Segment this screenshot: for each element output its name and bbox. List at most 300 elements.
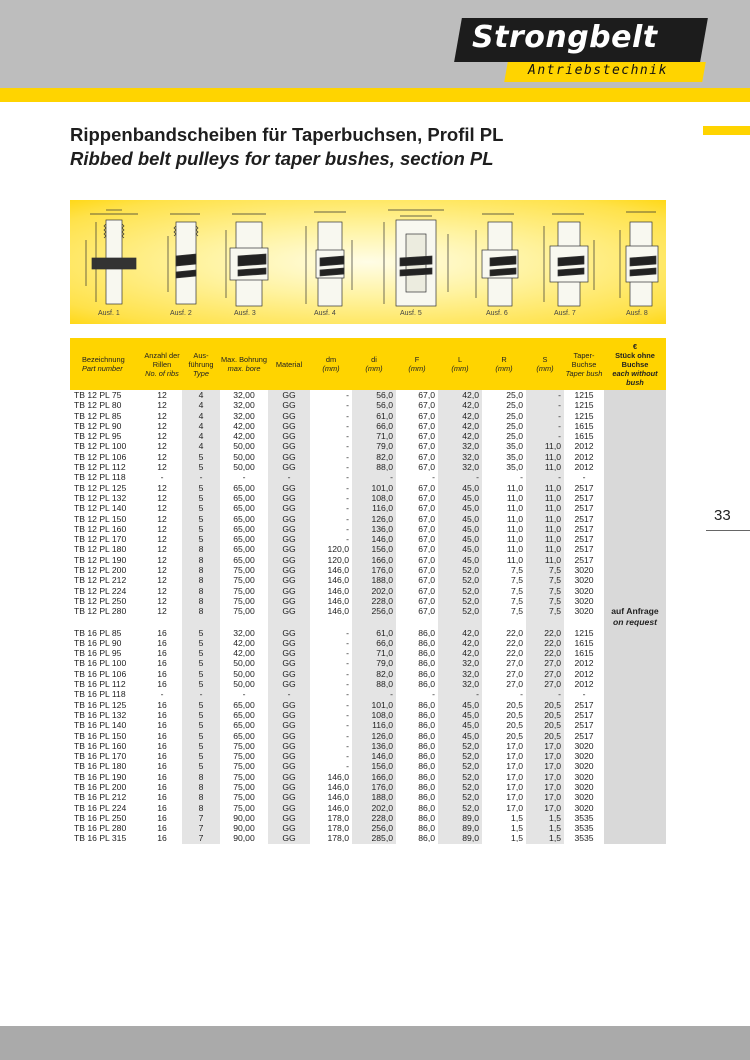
table-cell: 17,0 [506, 792, 523, 803]
table-cell: GG [268, 700, 310, 710]
part-number-cell: TB 16 PL 200 [74, 781, 127, 792]
table-cell: 12 [157, 400, 167, 411]
part-number-cell: TB 16 PL 132 [74, 709, 127, 720]
table-row [70, 514, 666, 524]
table-cell: 12 [157, 575, 167, 586]
table-cell: 32,00 [233, 390, 255, 400]
table-cell: GG [268, 792, 310, 802]
table-cell: 11,0 [506, 554, 523, 565]
table-cell: 65,00 [233, 730, 255, 741]
table-cell: 75,00 [233, 771, 255, 782]
table-cell: GG [268, 731, 310, 741]
table-cell: 45,0 [438, 493, 482, 503]
table-cell: 2517 [574, 534, 594, 545]
table-cell: 67,0 [418, 513, 435, 524]
table-row [70, 700, 666, 710]
table-cell: GG [268, 390, 310, 400]
table-cell: 20,5 [526, 731, 564, 741]
table-cell: 20,5 [506, 720, 523, 731]
drawing-type-1 [86, 210, 138, 304]
separator-cell [396, 617, 438, 628]
table-cell: 75,00 [233, 575, 255, 586]
table-cell: GG [268, 648, 310, 658]
table-cell: 2012 [574, 451, 594, 462]
table-cell: 86,0 [418, 627, 435, 638]
part-number-cell: TB 12 PL 132 [74, 492, 127, 503]
drawing-type-8 [620, 212, 658, 306]
table-cell: - [160, 689, 164, 700]
drawing-type-7 [544, 214, 594, 306]
table-cell: 42,00 [233, 420, 255, 431]
table-cell: GG [268, 761, 310, 771]
table-cell: 2012 [574, 679, 594, 690]
table-cell: 285,0 [352, 833, 396, 843]
table-cell: 11,0 [506, 482, 523, 493]
table-cell: GG [268, 803, 310, 813]
table-cell: 32,00 [233, 400, 255, 411]
table-cell: 67,0 [418, 400, 435, 411]
table-row [70, 596, 666, 606]
table-cell: - [582, 689, 586, 700]
part-number-cell: TB 12 PL 190 [74, 554, 127, 565]
table-row [70, 565, 666, 575]
table-cell: 228,0 [352, 596, 396, 606]
table-cell: 89,0 [438, 813, 482, 823]
part-number-cell: TB 16 PL 150 [74, 730, 127, 741]
table-cell: 3535 [574, 823, 594, 834]
table-cell: 45,0 [438, 534, 482, 544]
table-cell: 116,0 [352, 503, 396, 513]
table-cell: 1215 [574, 627, 594, 638]
table-cell: GG [268, 514, 310, 524]
table-cell: 11,0 [506, 503, 523, 514]
table-cell: 12 [157, 503, 167, 514]
table-cell: 52,0 [438, 803, 482, 813]
drawing-label: Ausf. 5 [400, 310, 422, 317]
table-row [70, 544, 666, 554]
table-cell: 5 [182, 462, 220, 472]
table-cell: 12 [157, 451, 167, 462]
separator-cell [70, 617, 142, 628]
table-cell: 35,0 [506, 451, 523, 462]
table-cell: 178,0 [327, 833, 349, 844]
table-cell: 2517 [574, 544, 594, 555]
table-cell: GG [268, 586, 310, 596]
table-cell: 5 [182, 658, 220, 668]
table-cell: 86,0 [418, 648, 435, 659]
table-cell: 8 [182, 792, 220, 802]
table-cell: GG [268, 462, 310, 472]
drawing-type-6 [476, 214, 518, 306]
table-cell: 7 [182, 823, 220, 833]
table-cell: 65,00 [233, 513, 255, 524]
table-cell: 52,0 [438, 606, 482, 616]
table-cell: 25,0 [506, 400, 523, 411]
part-number-cell: TB 16 PL 140 [74, 720, 127, 731]
table-cell: 86,0 [418, 781, 435, 792]
table-cell: - [526, 689, 564, 699]
table-row [70, 400, 666, 410]
table-cell: 2012 [574, 668, 594, 679]
table-cell: 7,5 [511, 565, 523, 576]
drawing-label: Ausf. 8 [626, 310, 648, 317]
table-cell: 1615 [574, 648, 594, 659]
drawing-label: Ausf. 7 [554, 310, 576, 317]
table-cell: 5 [182, 534, 220, 544]
table-cell: 2012 [574, 658, 594, 669]
table-cell: 86,0 [418, 679, 435, 690]
table-cell: 67,0 [418, 451, 435, 462]
table-cell: 12 [157, 462, 167, 473]
table-cell: 42,0 [438, 400, 482, 410]
table-cell: 11,0 [526, 514, 564, 524]
table-cell: 75,00 [233, 761, 255, 772]
table-cell: 52,0 [438, 792, 482, 802]
page-number-rule [706, 530, 750, 531]
table-cell: 3020 [574, 565, 594, 576]
table-row [70, 472, 666, 482]
table-cell: 146,0 [327, 606, 349, 617]
table-cell: 156,0 [352, 544, 396, 554]
table-cell: 86,0 [418, 823, 435, 834]
table-cell: - [346, 513, 349, 524]
table-row [70, 421, 666, 431]
table-cell: 3020 [574, 740, 594, 751]
table-cell: 2517 [574, 720, 594, 731]
table-cell: 16 [157, 720, 167, 731]
page-number: 33 [714, 507, 731, 524]
table-cell: 5 [182, 700, 220, 710]
table-cell: 17,0 [506, 771, 523, 782]
table-cell: 11,0 [506, 534, 523, 545]
table-row [70, 792, 666, 802]
table-cell: 2517 [574, 513, 594, 524]
table-cell: 45,0 [438, 483, 482, 493]
drawing-type-4 [306, 212, 352, 306]
table-cell: 12 [157, 565, 167, 576]
table-cell: 25,0 [506, 420, 523, 431]
table-cell: 52,0 [438, 761, 482, 771]
table-cell: 65,00 [233, 523, 255, 534]
table-cell: 3020 [574, 585, 594, 596]
table-cell: 17,0 [526, 772, 564, 782]
table-row [70, 441, 666, 451]
table-cell: - [182, 472, 220, 482]
table-cell: 50,00 [233, 451, 255, 462]
table-cell: 16 [157, 771, 167, 782]
table-cell: 16 [157, 637, 167, 648]
table-cell: 7,5 [526, 596, 564, 606]
part-number-cell: TB 12 PL 140 [74, 503, 127, 514]
table-row [70, 689, 666, 699]
table-cell: 101,0 [352, 700, 396, 710]
table-cell: 188,0 [352, 575, 396, 585]
table-cell: 27,0 [526, 679, 564, 689]
table-cell: - [520, 689, 523, 700]
table-cell: 146,0 [327, 771, 349, 782]
table-cell: GG [268, 782, 310, 792]
table-cell: - [346, 420, 349, 431]
table-cell: 4 [182, 390, 220, 400]
table-cell: 52,0 [438, 741, 482, 751]
table-cell: 4 [182, 421, 220, 431]
table-cell: - [346, 482, 349, 493]
table-cell: 3020 [574, 781, 594, 792]
table-cell: GG [268, 483, 310, 493]
table-cell: 228,0 [352, 813, 396, 823]
table-cell: - [346, 523, 349, 534]
table-cell: 52,0 [438, 596, 482, 606]
table-cell: GG [268, 813, 310, 823]
table-cell: 16 [157, 802, 167, 813]
table-cell: 86,0 [418, 751, 435, 762]
table-cell: - [346, 390, 349, 400]
table-cell: 12 [157, 390, 167, 400]
table-cell: 8 [182, 596, 220, 606]
table-cell: 8 [182, 555, 220, 565]
table-cell: 12 [157, 595, 167, 606]
table-cell: - [346, 472, 349, 483]
header-part-number: Bezeichnung Part number [70, 338, 142, 390]
table-row [70, 524, 666, 534]
table-cell: 12 [157, 585, 167, 596]
table-cell: 12 [157, 523, 167, 534]
table-cell: 32,0 [438, 658, 482, 668]
table-cell: 86,0 [418, 720, 435, 731]
table-cell: 66,0 [352, 638, 396, 648]
table-cell: 42,0 [438, 638, 482, 648]
table-cell: 1215 [574, 410, 594, 421]
table-cell: 67,0 [418, 492, 435, 503]
part-number-cell: TB 16 PL 85 [74, 627, 122, 638]
header-r: R (mm) [482, 338, 526, 390]
table-cell: 188,0 [352, 792, 396, 802]
table-cell: 7,5 [511, 575, 523, 586]
side-marker [703, 126, 750, 135]
price-on-request-cell: auf Anfrage on request [604, 390, 666, 844]
table-row [70, 431, 666, 441]
table-cell: 1615 [574, 637, 594, 648]
header-ribs: Anzahl der Rillen No. of ribs [142, 338, 182, 390]
table-cell: 22,0 [526, 648, 564, 658]
table-cell: 8 [182, 565, 220, 575]
table-cell: 75,00 [233, 595, 255, 606]
table-cell: 50,00 [233, 679, 255, 690]
table-cell: GG [268, 658, 310, 668]
table-cell: 45,0 [438, 700, 482, 710]
table-cell: 126,0 [352, 731, 396, 741]
table-cell: 52,0 [438, 565, 482, 575]
part-number-cell: TB 16 PL 170 [74, 751, 127, 762]
table-cell: 45,0 [438, 710, 482, 720]
table-cell: 5 [182, 648, 220, 658]
table-cell: 50,00 [233, 658, 255, 669]
table-cell: - [352, 472, 396, 482]
table-cell: GG [268, 833, 310, 843]
table-cell: - [526, 421, 564, 431]
table-cell: GG [268, 638, 310, 648]
table-cell: 166,0 [352, 555, 396, 565]
table-cell: - [346, 451, 349, 462]
table-cell: 11,0 [526, 452, 564, 462]
table-cell: 136,0 [352, 741, 396, 751]
table-cell: 90,00 [233, 833, 255, 844]
table-cell: - [438, 472, 482, 482]
table-cell: 256,0 [352, 606, 396, 616]
table-cell: GG [268, 751, 310, 761]
table-cell: 32,0 [438, 441, 482, 451]
table-cell: 3535 [574, 812, 594, 823]
part-number-cell: TB 12 PL 125 [74, 482, 127, 493]
table-cell: GG [268, 710, 310, 720]
drawing-label: Ausf. 1 [98, 310, 120, 317]
table-cell: 45,0 [438, 720, 482, 730]
table-cell: 20,5 [506, 730, 523, 741]
table-cell: 3535 [574, 833, 594, 844]
table-cell: - [526, 400, 564, 410]
table-cell: 25,0 [506, 390, 523, 400]
table-cell: 2517 [574, 730, 594, 741]
table-cell: - [438, 689, 482, 699]
table-cell: - [432, 689, 435, 700]
table-row [70, 483, 666, 493]
table-cell: - [346, 751, 349, 762]
part-number-cell: TB 12 PL 160 [74, 523, 127, 534]
table-cell: 7 [182, 813, 220, 823]
table-cell: 2517 [574, 699, 594, 710]
table-cell: 67,0 [418, 554, 435, 565]
table-cell: 202,0 [352, 803, 396, 813]
table-cell: 12 [157, 482, 167, 493]
table-cell: 27,0 [526, 658, 564, 668]
table-cell: 42,0 [438, 421, 482, 431]
table-cell: 3020 [574, 751, 594, 762]
table-row [70, 411, 666, 421]
part-number-cell: TB 12 PL 80 [74, 400, 122, 411]
table-cell: 86,0 [418, 637, 435, 648]
table-cell: - [526, 390, 564, 400]
table-cell: 11,0 [526, 462, 564, 472]
table-cell: 11,0 [526, 441, 564, 451]
table-cell: 42,0 [438, 390, 482, 400]
table-cell: GG [268, 720, 310, 730]
table-cell: GG [268, 441, 310, 451]
table-row [70, 741, 666, 751]
table-cell: 7,5 [511, 585, 523, 596]
table-row [70, 493, 666, 503]
table-cell: 16 [157, 751, 167, 762]
table-cell: 101,0 [352, 483, 396, 493]
table-cell: 56,0 [352, 390, 396, 400]
page-title-english: Ribbed belt pulleys for taper bushes, section PL [70, 148, 494, 169]
table-cell: 86,0 [418, 792, 435, 803]
table-cell: 22,0 [506, 637, 523, 648]
table-cell: 256,0 [352, 823, 396, 833]
table-cell: 1,5 [526, 833, 564, 843]
table-cell: GG [268, 741, 310, 751]
table-cell: - [346, 400, 349, 411]
footer-band [0, 1026, 750, 1060]
part-number-cell: TB 16 PL 100 [74, 658, 127, 669]
table-cell: 16 [157, 833, 167, 844]
part-number-cell: TB 12 PL 106 [74, 451, 127, 462]
table-cell: - [432, 472, 435, 483]
table-cell: 20,5 [526, 720, 564, 730]
part-number-cell: TB 12 PL 95 [74, 431, 122, 442]
table-cell: 1,5 [511, 823, 523, 834]
separator-cell [438, 617, 482, 628]
table-cell: 2517 [574, 503, 594, 514]
table-cell: 27,0 [506, 668, 523, 679]
table-cell: 88,0 [352, 679, 396, 689]
table-cell: 50,00 [233, 441, 255, 452]
table-cell: 52,0 [438, 575, 482, 585]
table-cell: 90,00 [233, 823, 255, 834]
table-cell: 126,0 [352, 514, 396, 524]
table-cell: 11,0 [526, 555, 564, 565]
table-cell: 86,0 [418, 761, 435, 772]
table-cell: 2012 [574, 462, 594, 473]
table-cell: - [526, 411, 564, 421]
table-cell: 146,0 [327, 802, 349, 813]
table-row [70, 833, 666, 843]
header-price: € Stück ohne Buchse each without bush [604, 338, 666, 390]
brand-logo [458, 18, 704, 82]
table-cell: 3020 [574, 792, 594, 803]
table-cell: 16 [157, 730, 167, 741]
table-cell: 65,00 [233, 482, 255, 493]
table-cell: 7,5 [526, 586, 564, 596]
table-cell: 16 [157, 740, 167, 751]
part-number-cell: TB 12 PL 224 [74, 585, 127, 596]
table-cell: 11,0 [506, 513, 523, 524]
table-cell: 42,0 [438, 628, 482, 638]
table-cell: 16 [157, 658, 167, 669]
table-row [70, 534, 666, 544]
part-number-cell: TB 12 PL 150 [74, 513, 127, 524]
table-cell: - [346, 492, 349, 503]
table-cell: 16 [157, 668, 167, 679]
separator-cell [482, 617, 526, 628]
table-cell: GG [268, 524, 310, 534]
table-cell: GG [268, 555, 310, 565]
table-cell: - [346, 730, 349, 741]
table-cell: 86,0 [418, 771, 435, 782]
table-cell: 11,0 [506, 544, 523, 555]
table-cell: GG [268, 669, 310, 679]
table-cell: 7,5 [511, 606, 523, 617]
part-number-cell: TB 16 PL 190 [74, 771, 127, 782]
table-cell: 5 [182, 669, 220, 679]
table-cell: 2517 [574, 482, 594, 493]
table-row [70, 555, 666, 565]
table-row [70, 638, 666, 648]
table-cell: - [346, 761, 349, 772]
table-cell: 17,0 [526, 751, 564, 761]
table-row [70, 575, 666, 585]
table-cell: 136,0 [352, 524, 396, 534]
table-cell: 71,0 [352, 431, 396, 441]
drawing-type-3 [226, 214, 268, 306]
table-cell: 90,00 [233, 812, 255, 823]
table-cell: 52,0 [438, 772, 482, 782]
pulley-spec-table [70, 338, 666, 844]
table-cell: 65,00 [233, 554, 255, 565]
brand-name: Strongbelt [472, 20, 658, 55]
table-cell: 2517 [574, 709, 594, 720]
table-cell: 75,00 [233, 792, 255, 803]
drawing-label: Ausf. 3 [234, 310, 256, 317]
